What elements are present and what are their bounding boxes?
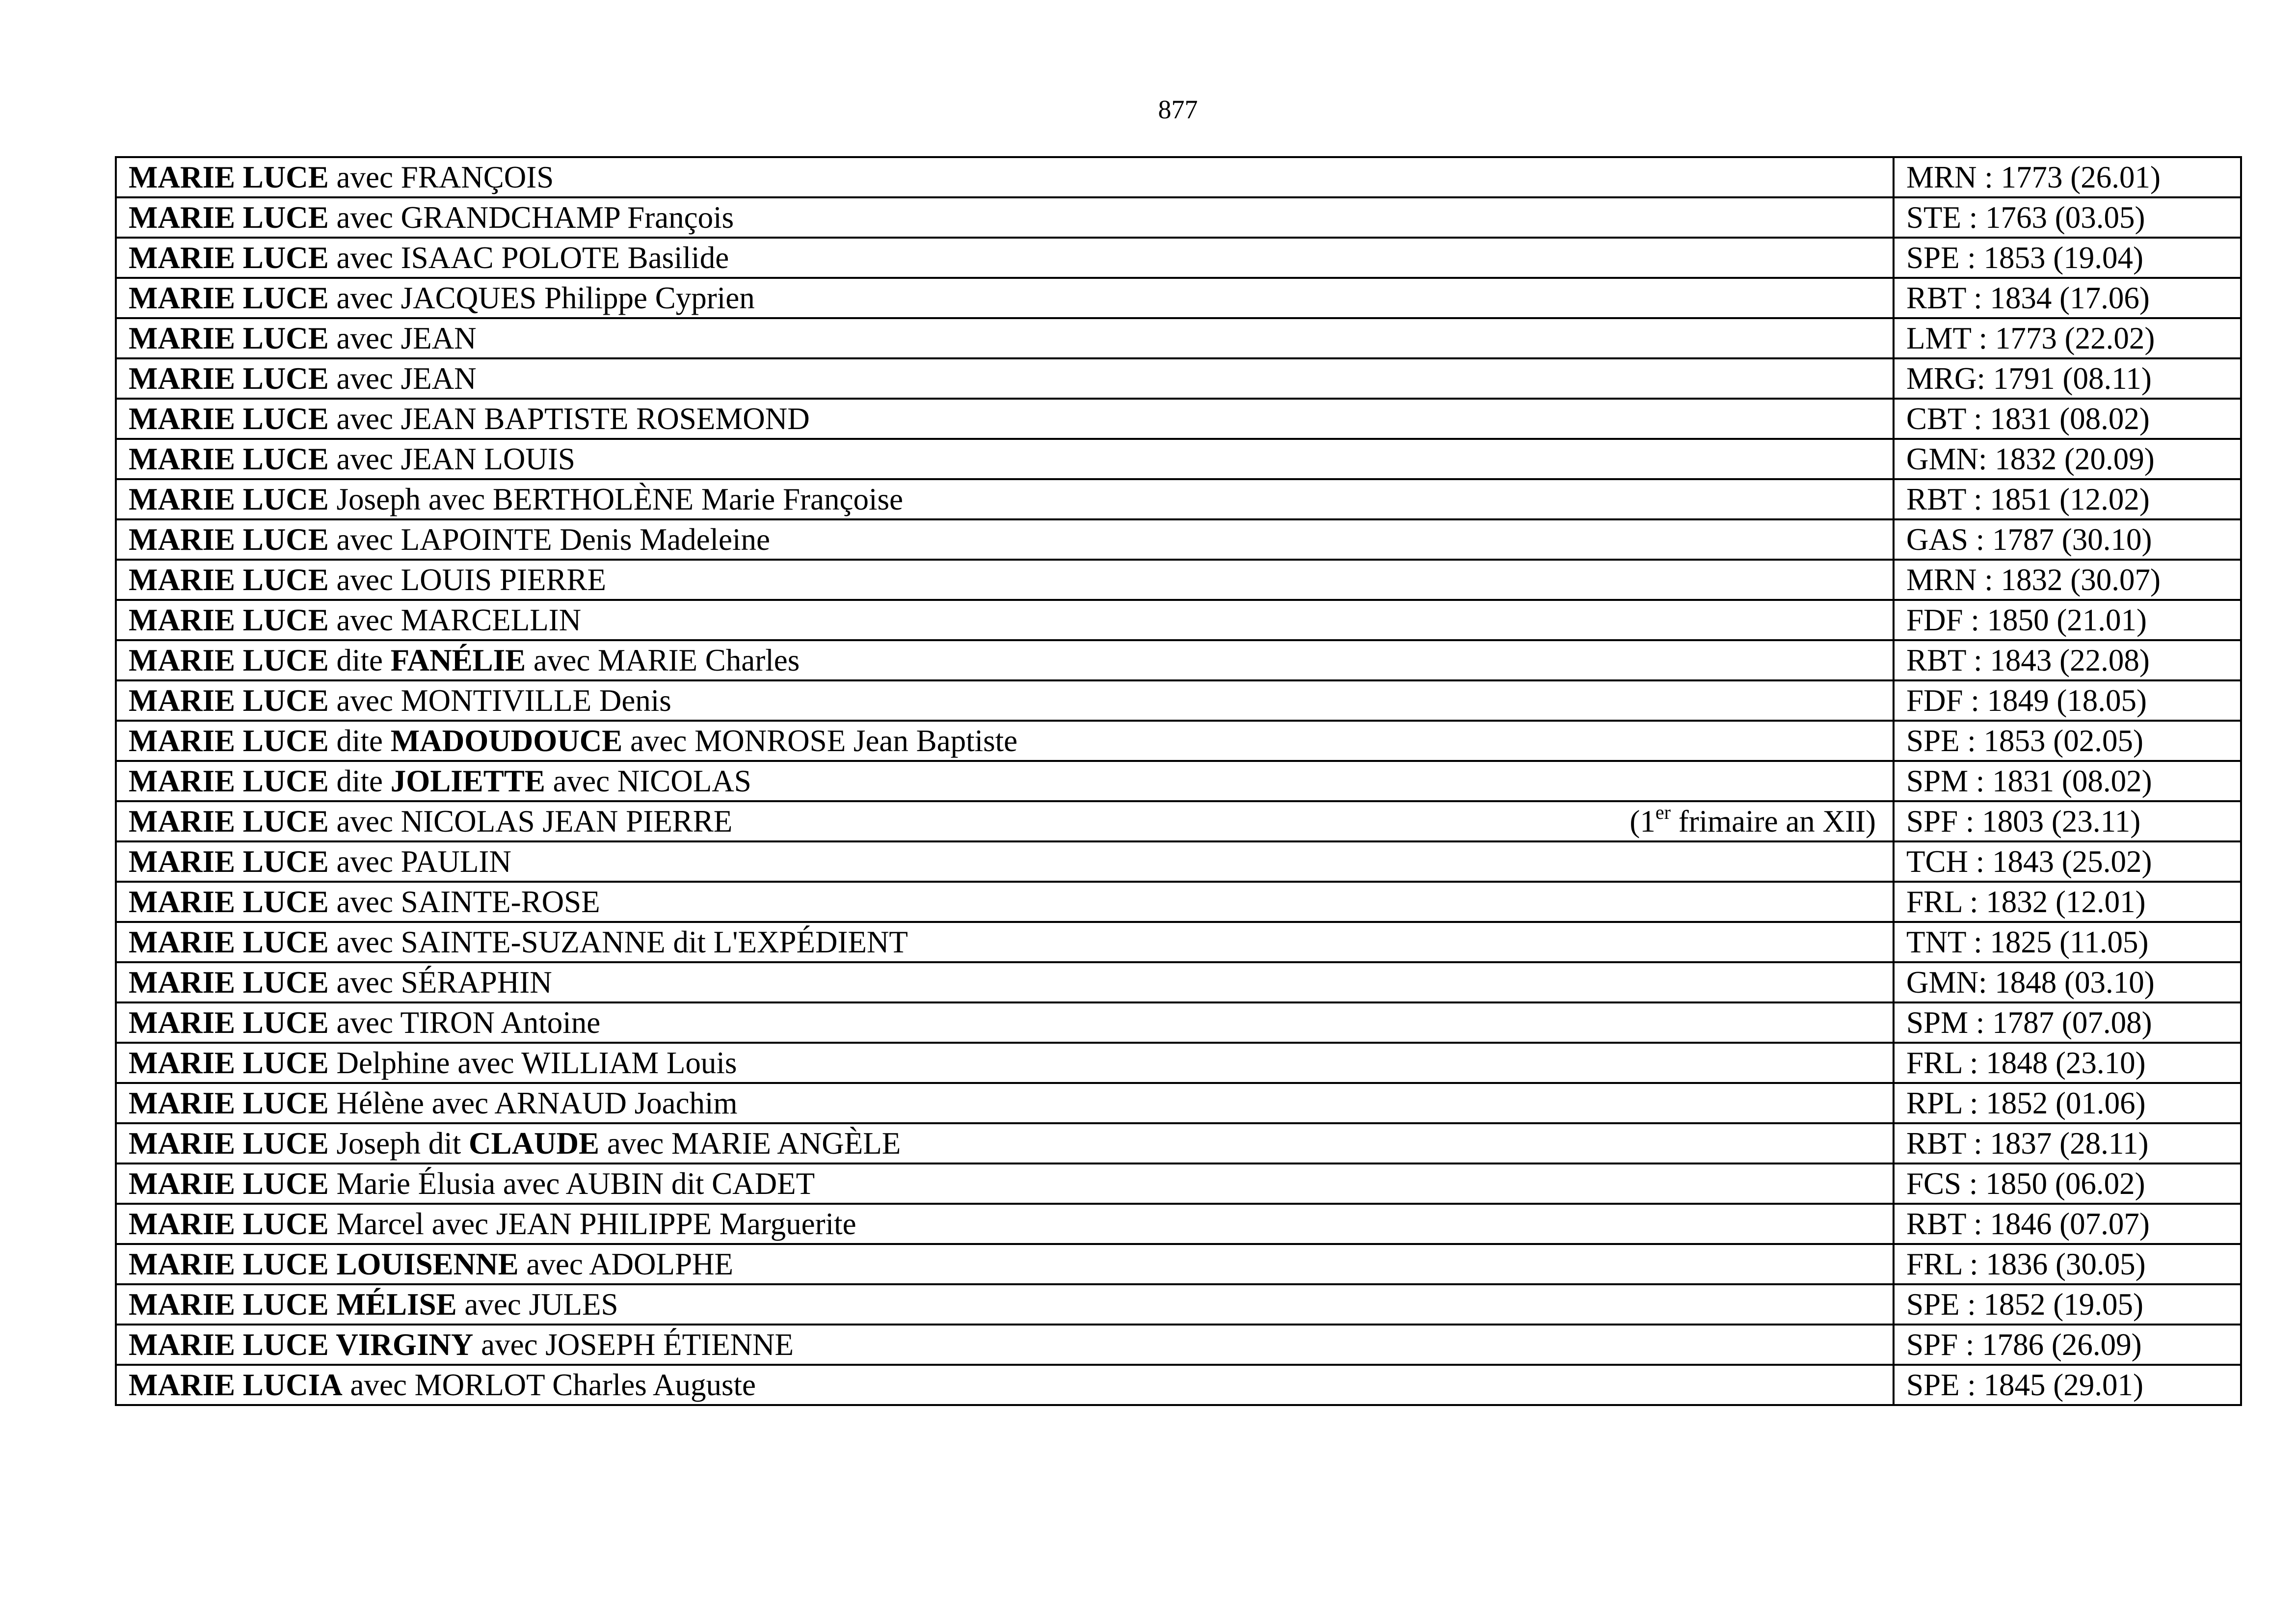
bold-name: MARIE LUCE xyxy=(129,281,329,315)
bold-name: MARIE LUCE xyxy=(129,643,329,677)
parish-date-cell: FRL : 1832 (12.01) xyxy=(1894,882,2241,922)
parish-date-cell: SPE : 1853 (02.05) xyxy=(1894,721,2241,761)
parish-date-cell: FRL : 1848 (23.10) xyxy=(1894,1043,2241,1083)
name-text: avec JEAN xyxy=(328,361,477,396)
table-row xyxy=(116,399,2241,439)
parish-date-cell: GMN: 1832 (20.09) xyxy=(1894,439,2241,479)
bold-name: MARIE LUCE xyxy=(129,160,329,194)
bold-name: MARIE LUCE xyxy=(129,321,329,355)
name-text: Marcel avec JEAN PHILIPPE Marguerite xyxy=(328,1207,856,1241)
spouses-cell xyxy=(116,721,1894,761)
spouses-cell xyxy=(116,318,1894,358)
parish-date-cell: CBT : 1831 (08.02) xyxy=(1894,399,2241,439)
table-row xyxy=(116,439,2241,479)
table-row xyxy=(116,519,2241,560)
spouses-cell xyxy=(116,519,1894,560)
spouses-cell xyxy=(116,1365,1894,1405)
spouses-cell xyxy=(116,962,1894,1002)
table-row xyxy=(116,1244,2241,1284)
bold-name: MARIE LUCE xyxy=(129,804,329,839)
spouses-cell xyxy=(116,157,1894,197)
bold-name: MARIE LUCE xyxy=(129,522,329,557)
name-text: dite xyxy=(328,764,391,798)
name-text: Joseph avec BERTHOLÈNE Marie Françoise xyxy=(328,482,903,516)
spouses-cell xyxy=(116,1002,1894,1043)
parish-date-cell: FCS : 1850 (06.02) xyxy=(1894,1163,2241,1204)
table-row xyxy=(116,882,2241,922)
parish-date-cell: FRL : 1836 (30.05) xyxy=(1894,1244,2241,1284)
bold-name: MARIE LUCIA xyxy=(129,1368,343,1402)
name-text: avec JOSEPH ÉTIENNE xyxy=(473,1327,794,1362)
table-row xyxy=(116,358,2241,399)
table-row xyxy=(116,600,2241,640)
parish-date-cell: RBT : 1834 (17.06) xyxy=(1894,278,2241,318)
name-text: avec ISAAC POLOTE Basilide xyxy=(328,241,729,275)
bold-name: MADOUDOUCE xyxy=(390,724,623,758)
table-row xyxy=(116,1002,2241,1043)
spouses-cell xyxy=(116,560,1894,600)
table-row xyxy=(116,721,2241,761)
name-text: Marie Élusia avec AUBIN dit CADET xyxy=(328,1166,815,1201)
spouses-cell xyxy=(116,358,1894,399)
parish-date-cell: GAS : 1787 (30.10) xyxy=(1894,519,2241,560)
bold-name: MARIE LUCE xyxy=(129,1086,329,1120)
parish-date-cell: LMT : 1773 (22.02) xyxy=(1894,318,2241,358)
name-text: avec JACQUES Philippe Cyprien xyxy=(328,281,755,315)
name-text: avec MONTIVILLE Denis xyxy=(328,683,671,718)
table-row xyxy=(116,761,2241,801)
spouses-cell xyxy=(116,1284,1894,1325)
parish-date-cell: RPL : 1852 (01.06) xyxy=(1894,1083,2241,1123)
name-text: avec ADOLPHE xyxy=(518,1247,734,1281)
parish-date-cell: SPF : 1786 (26.09) xyxy=(1894,1325,2241,1365)
parish-date-cell: RBT : 1843 (22.08) xyxy=(1894,640,2241,680)
bold-name: MARIE LUCE VIRGINY xyxy=(129,1327,474,1362)
page-number: 877 xyxy=(1158,95,1198,124)
bold-name: MARIE LUCE xyxy=(129,1207,329,1241)
spouses-cell xyxy=(116,1244,1894,1284)
spouses-cell xyxy=(116,197,1894,238)
name-text: avec LAPOINTE Denis Madeleine xyxy=(328,522,770,557)
table-row xyxy=(116,1043,2241,1083)
table-row xyxy=(116,1163,2241,1204)
parish-date-cell: STE : 1763 (03.05) xyxy=(1894,197,2241,238)
spouses-cell xyxy=(116,278,1894,318)
name-text: dite xyxy=(328,643,391,677)
bold-name: MARIE LUCE xyxy=(129,482,329,516)
name-text: avec MORLOT Charles Auguste xyxy=(342,1368,756,1402)
parish-date-cell: MRG: 1791 (08.11) xyxy=(1894,358,2241,399)
bold-name: MARIE LUCE xyxy=(129,1005,329,1040)
spouses-cell xyxy=(116,1163,1894,1204)
name-text: avec SAINTE-ROSE xyxy=(328,885,600,919)
parish-date-cell: GMN: 1848 (03.10) xyxy=(1894,962,2241,1002)
spouses-cell xyxy=(116,600,1894,640)
spouses-cell xyxy=(116,1083,1894,1123)
table-row xyxy=(116,238,2241,278)
name-text: avec NICOLAS xyxy=(545,764,751,798)
parish-date-cell: FDF : 1850 (21.01) xyxy=(1894,600,2241,640)
spouses-cell xyxy=(116,761,1894,801)
spouses-cell xyxy=(116,479,1894,519)
spouses-cell xyxy=(116,841,1894,882)
spouses-cell xyxy=(116,238,1894,278)
spouses-cell xyxy=(116,922,1894,962)
spouses-cell xyxy=(116,882,1894,922)
name-text: avec TIRON Antoine xyxy=(328,1005,601,1040)
bold-name: MARIE LUCE MÉLISE xyxy=(129,1287,457,1322)
bold-name: MARIE LUCE xyxy=(129,241,329,275)
table-row xyxy=(116,680,2241,721)
marriage-register-table xyxy=(115,156,2242,1406)
bold-name: MARIE LUCE xyxy=(129,563,329,597)
name-text: avec PAULIN xyxy=(328,844,511,879)
bold-name: MARIE LUCE xyxy=(129,603,329,637)
spouses-cell xyxy=(116,640,1894,680)
bold-name: MARIE LUCE xyxy=(129,1166,329,1201)
table-row xyxy=(116,1325,2241,1365)
table-row xyxy=(116,1204,2241,1244)
table-row xyxy=(116,197,2241,238)
table-row xyxy=(116,1083,2241,1123)
parish-date-cell: SPE : 1853 (19.04) xyxy=(1894,238,2241,278)
bold-name: MARIE LUCE xyxy=(129,442,329,476)
bold-name: MARIE LUCE xyxy=(129,361,329,396)
parish-date-cell: MRN : 1832 (30.07) xyxy=(1894,560,2241,600)
bold-name: MARIE LUCE xyxy=(129,402,329,436)
table-row xyxy=(116,318,2241,358)
name-text: Delphine avec WILLIAM Louis xyxy=(328,1046,737,1080)
name-text: avec JULES xyxy=(456,1287,618,1322)
bold-name: MARIE LUCE xyxy=(129,724,329,758)
name-text: avec NICOLAS JEAN PIERRE xyxy=(328,804,733,839)
parish-date-cell: TCH : 1843 (25.02) xyxy=(1894,841,2241,882)
table-row xyxy=(116,922,2241,962)
name-text: dite xyxy=(328,724,391,758)
parish-date-cell: SPM : 1831 (08.02) xyxy=(1894,761,2241,801)
parish-date-cell: MRN : 1773 (26.01) xyxy=(1894,157,2241,197)
bold-name: MARIE LUCE xyxy=(129,844,329,879)
name-text: avec MARIE Charles xyxy=(526,643,800,677)
bold-name: MARIE LUCE xyxy=(129,683,329,718)
parish-date-cell: SPM : 1787 (07.08) xyxy=(1894,1002,2241,1043)
name-text: avec GRANDCHAMP François xyxy=(328,200,734,235)
table-row xyxy=(116,1365,2241,1405)
register-body xyxy=(116,157,2241,1405)
spouses-cell xyxy=(116,1325,1894,1365)
parish-date-cell: RBT : 1837 (28.11) xyxy=(1894,1123,2241,1163)
note-superscript: er xyxy=(1655,801,1671,823)
name-text: avec SÉRAPHIN xyxy=(328,965,552,1000)
name-text: avec JEAN xyxy=(328,321,477,355)
spouses-cell xyxy=(116,439,1894,479)
bold-name: JOLIETTE xyxy=(390,764,545,798)
name-text: avec JEAN LOUIS xyxy=(328,442,575,476)
table-row xyxy=(116,640,2241,680)
bold-name: MARIE LUCE xyxy=(129,965,329,1000)
spouses-cell xyxy=(116,1204,1894,1244)
bold-name: MARIE LUCE xyxy=(129,925,329,959)
table-row xyxy=(116,1123,2241,1163)
spouses-cell xyxy=(116,1043,1894,1083)
bold-name: MARIE LUCE xyxy=(129,200,329,235)
note-suffix: frimaire an XII) xyxy=(1670,804,1876,839)
name-text: avec MARCELLIN xyxy=(328,603,582,637)
bold-name: MARIE LUCE xyxy=(129,885,329,919)
name-text: avec MARIE ANGÈLE xyxy=(599,1126,901,1161)
table-row xyxy=(116,560,2241,600)
name-text: Joseph dit xyxy=(328,1126,469,1161)
name-text: Hélène avec ARNAUD Joachim xyxy=(328,1086,738,1120)
name-text: avec FRANÇOIS xyxy=(328,160,554,194)
parish-date-cell: RBT : 1846 (07.07) xyxy=(1894,1204,2241,1244)
date-note xyxy=(1629,802,1876,840)
name-text: avec LOUIS PIERRE xyxy=(328,563,606,597)
table-row xyxy=(116,1284,2241,1325)
spouses-cell xyxy=(116,1123,1894,1163)
name-text: avec SAINTE-SUZANNE dit L'EXPÉDIENT xyxy=(328,925,908,959)
note-prefix: (1 xyxy=(1629,804,1655,839)
bold-name: FANÉLIE xyxy=(390,643,526,677)
table-row xyxy=(116,278,2241,318)
table-row xyxy=(116,157,2241,197)
name-text: avec MONROSE Jean Baptiste xyxy=(622,724,1018,758)
table-row xyxy=(116,841,2241,882)
spouses-cell xyxy=(116,680,1894,721)
parish-date-cell: RBT : 1851 (12.02) xyxy=(1894,479,2241,519)
table-row xyxy=(116,962,2241,1002)
table-row xyxy=(116,479,2241,519)
parish-date-cell: TNT : 1825 (11.05) xyxy=(1894,922,2241,962)
bold-name: MARIE LUCE xyxy=(129,1126,329,1161)
parish-date-cell: SPE : 1852 (19.05) xyxy=(1894,1284,2241,1325)
parish-date-cell: FDF : 1849 (18.05) xyxy=(1894,680,2241,721)
name-text: avec JEAN BAPTISTE ROSEMOND xyxy=(328,402,810,436)
bold-name: CLAUDE xyxy=(469,1126,600,1161)
parish-date-cell: SPF : 1803 (23.11) xyxy=(1894,801,2241,841)
bold-name: MARIE LUCE xyxy=(129,1046,329,1080)
table-row xyxy=(116,801,2241,841)
bold-name: MARIE LUCE LOUISENNE xyxy=(129,1247,519,1281)
spouses-cell xyxy=(116,801,1894,841)
bold-name: MARIE LUCE xyxy=(129,764,329,798)
spouses-cell xyxy=(116,399,1894,439)
parish-date-cell: SPE : 1845 (29.01) xyxy=(1894,1365,2241,1405)
